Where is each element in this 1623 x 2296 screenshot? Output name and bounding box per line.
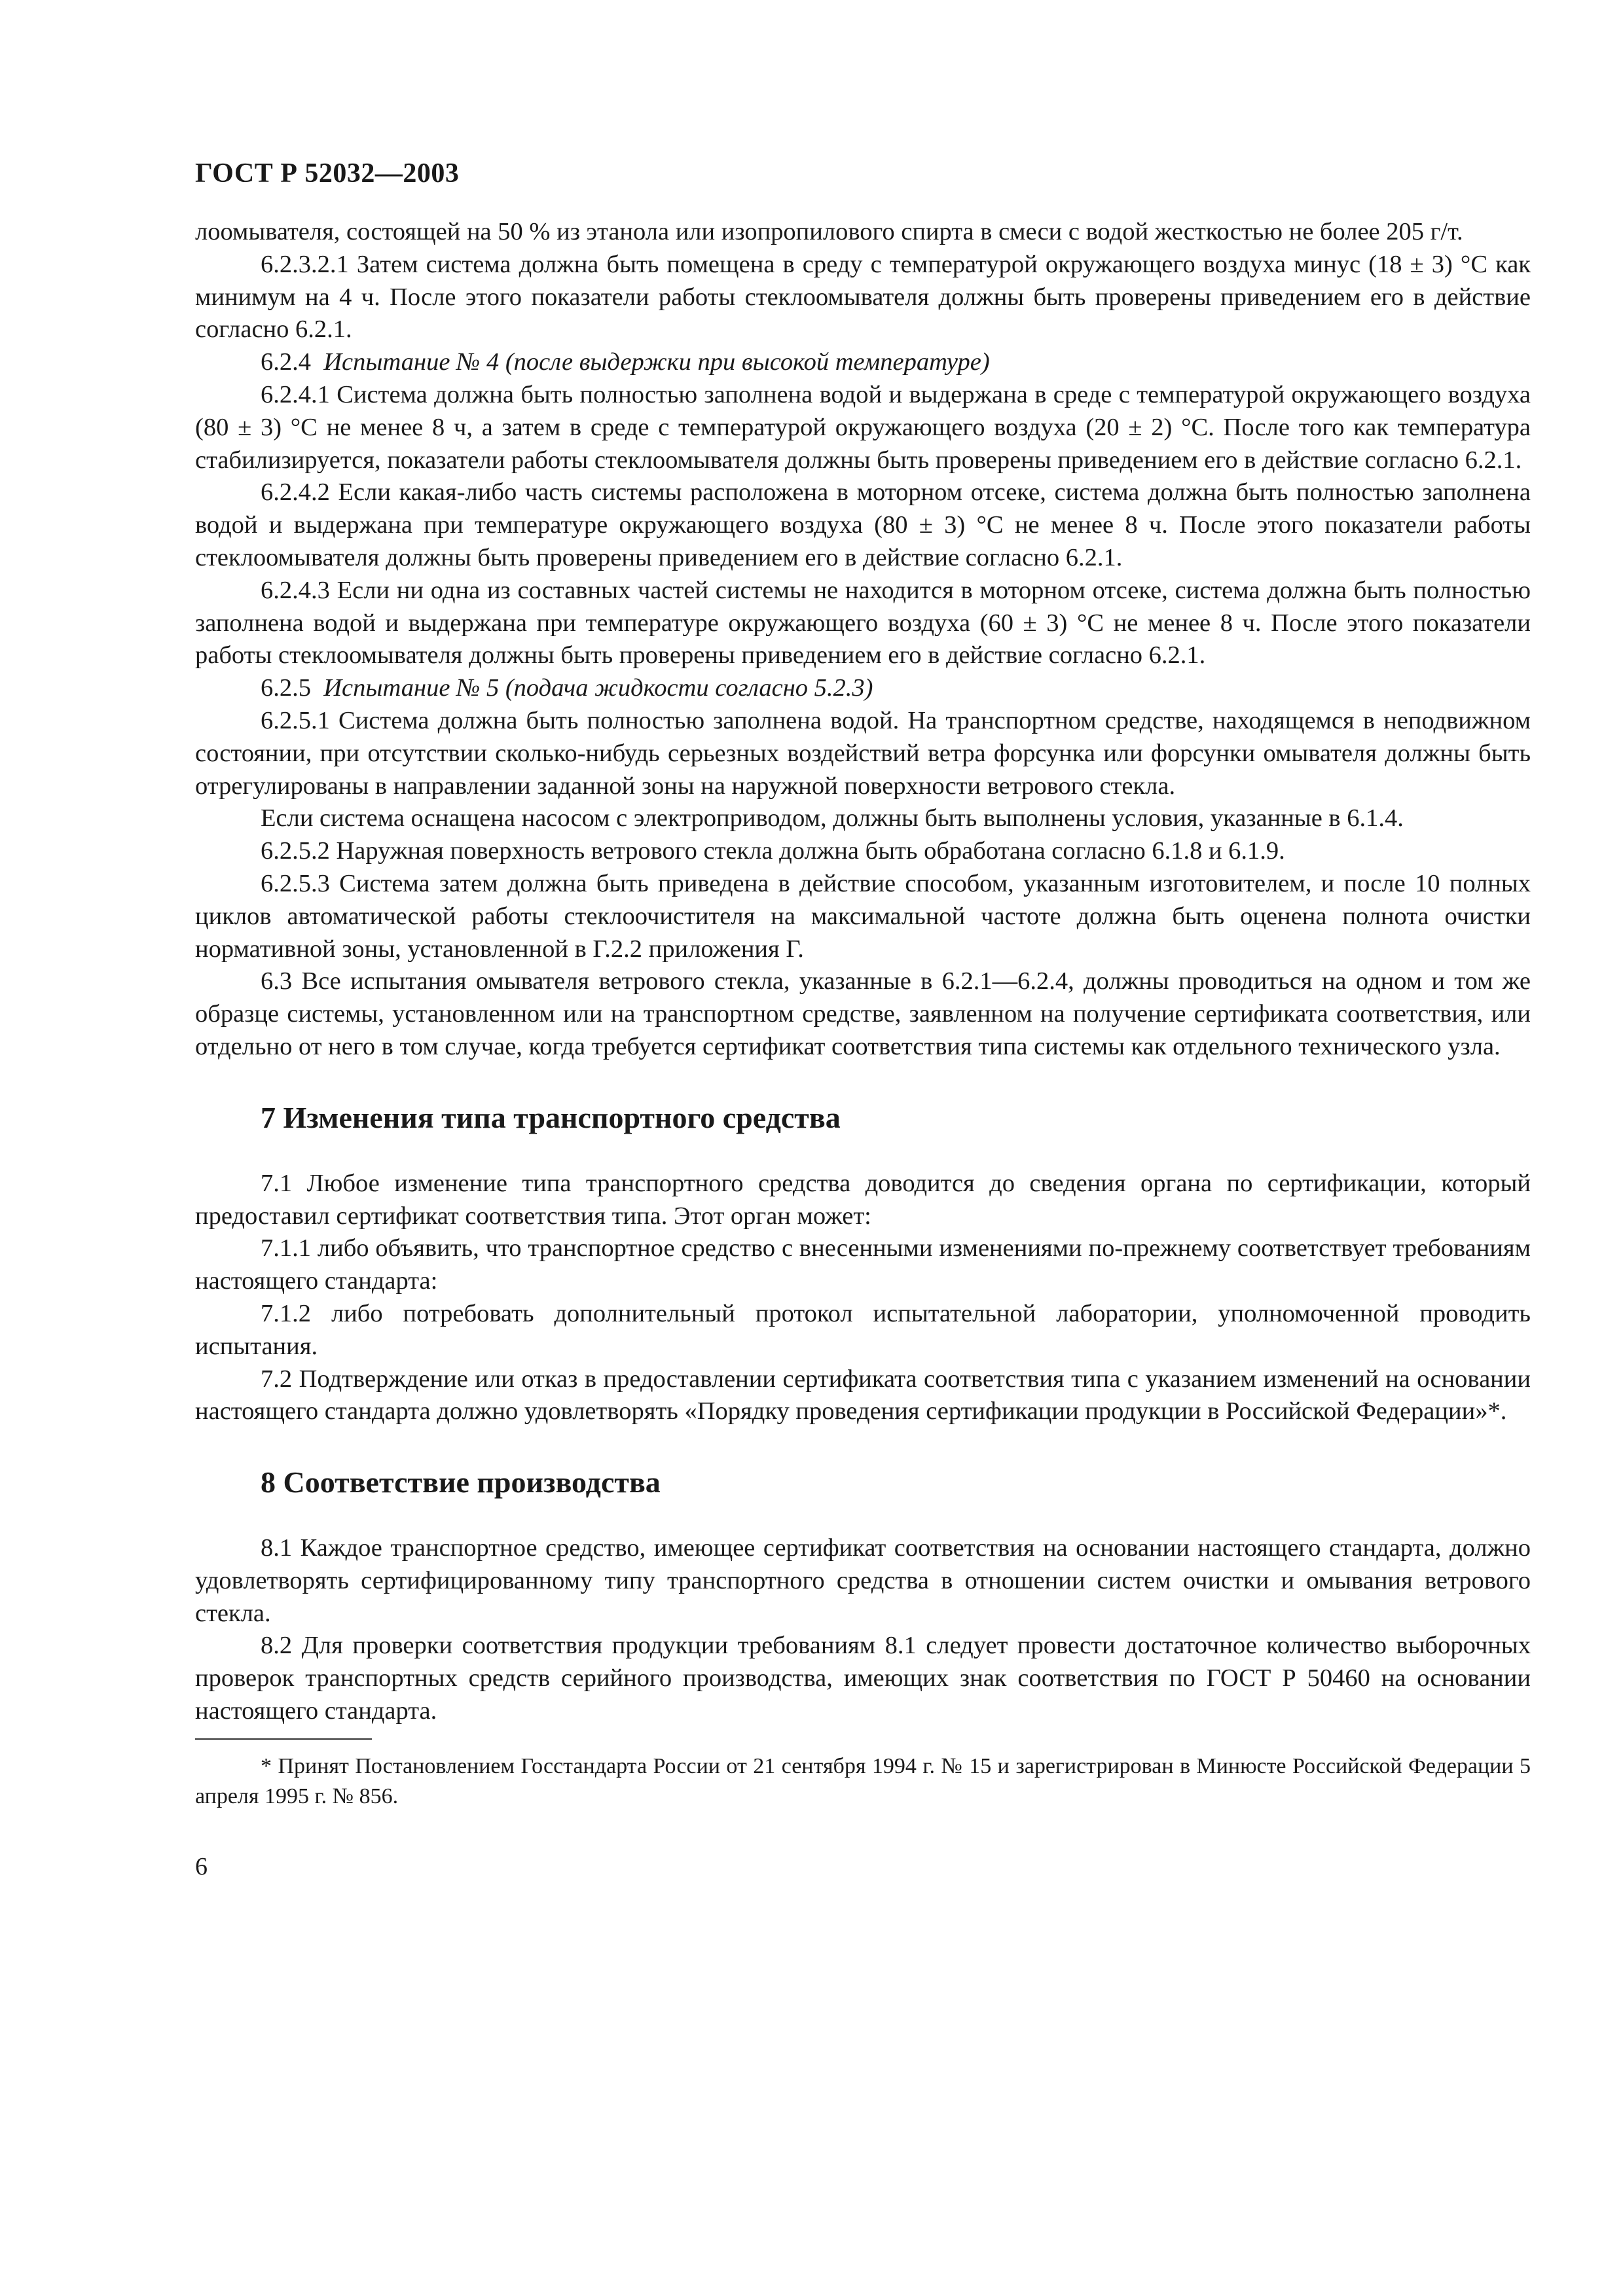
paragraph: 6.2.5.2 Наружная поверхность ветрового стекла должна быть обработана согласно 6.1.8 и 6.1.9.: [261, 837, 1285, 865]
paragraph: 6.2.4.3 Если ни одна из составных частей системы не находится в моторном отсеке, система должна быть полностью заполнена водой и выдержана при температуре окружающего воздуха (60 ± 3) °С не менее 8 ч. После этого показатели работы стеклоомывателя должны быть проверены приведением его в действие согласно 6.2.1.: [195, 576, 1531, 670]
footnote-rule: [195, 1738, 372, 1740]
paragraph: 8.2 Для проверки соответствия продукции требованиям 8.1 следует провести достаточное количество выборочных проверок транспортных средств серийного производства, имеющих знак соответствия по ГОСТ Р 50460 на основании настоящего стандарта.: [195, 1632, 1531, 1725]
clause-number: 6.2.5: [261, 674, 311, 702]
section-7-body: [195, 1168, 1531, 1428]
clause-number: 6.2.4: [261, 348, 311, 376]
paragraph: Если система оснащена насосом с электроприводом, должны быть выполнены условия, указанные в 6.1.4.: [261, 804, 1404, 833]
document-page: [195, 157, 1531, 1882]
paragraph: 7.2 Подтверждение или отказ в предоставлении сертификата соответствия типа с указанием изменений на основании настоящего стандарта должно удовлетворять «Порядку проведения сертификации продукции в Российской Федерации»*.: [195, 1365, 1531, 1426]
paragraph: 7.1.1 либо объявить, что транспортное средство с внесенными изменениями по-прежнему соответствует требованиям настоящего стандарта:: [195, 1234, 1531, 1295]
paragraph: 6.2.5.3 Система затем должна быть приведена в действие способом, указанным изготовителем, и после 10 полных циклов автоматической работы стеклоочистителя на максимальной частоте должна быть оценена полнота очистки нормативной зоны, установленной в Г.2.2 приложения Г.: [195, 869, 1531, 963]
page-number: 6: [195, 1852, 208, 1880]
paragraph: 6.2.3.2.1 Затем система должна быть помещена в среду с температурой окружающего воздуха минус (18 ± 3) °С как минимум на 4 ч. После этого показатели работы стеклоомывателя должны быть проверены приведением его в действие согласно 6.2.1.: [195, 250, 1531, 344]
paragraph: [195, 346, 1531, 379]
document-header: ГОСТ Р 52032—2003: [195, 158, 460, 188]
paragraph: 6.3 Все испытания омывателя ветрового стекла, указанные в 6.2.1—6.2.4, должны проводиться на одном и том же образце системы, установленном или на транспортном средстве, заявленном на получение сертификата соответствия, или отдельно от него в том случае, когда требуется сертификат соответствия типа системы как отдельного технического узла.: [195, 967, 1531, 1060]
section-7-title: 7 Изменения типа транспортного средства: [261, 1100, 841, 1134]
paragraph: [195, 672, 1531, 705]
paragraph: 6.2.4.1 Система должна быть полностью заполнена водой и выдержана в среде с температурой окружающего воздуха (80 ± 3) °С не менее 8 ч, а затем в среде с температурой окружающего воздуха (20 ± 2) °С. После того как температура стабилизируется, показатели работы стеклоомывателя должны быть проверены приведением его в действие согласно 6.2.1.: [195, 380, 1531, 474]
paragraph: 8.1 Каждое транспортное средство, имеющее сертификат соответствия на основании настоящего стандарта, должно удовлетворять сертифицированному типу транспортного средства в отношении систем очистки и омывания ветрового стекла.: [195, 1534, 1531, 1627]
paragraph: 7.1.2 либо потребовать дополнительный протокол испытательной лаборатории, уполномоченной проводить испытания.: [195, 1299, 1531, 1360]
paragraph: 6.2.4.2 Если какая-либо часть системы расположена в моторном отсеке, система должна быть полностью заполнена водой и выдержана при температуре окружающего воздуха (80 ± 3) °С не менее 8 ч. После этого показатели работы стеклоомывателя должны быть проверены приведением его в действие согласно 6.2.1.: [195, 478, 1531, 571]
section-8-title: 8 Соответствие производства: [261, 1465, 661, 1499]
clause-title: Испытание № 4 (после выдержки при высокой температуре): [323, 348, 990, 376]
clause-title: Испытание № 5 (подача жидкости согласно 5.2.3): [323, 674, 873, 702]
paragraph: 7.1 Любое изменение типа транспортного средства доводится до сведения органа по сертификации, который предоставил сертификат соответствия типа. Этот орган может:: [195, 1169, 1531, 1230]
section-8-body: [195, 1532, 1531, 1728]
clause-6-block: [195, 216, 1531, 1064]
paragraph: 6.2.5.1 Система должна быть полностью заполнена водой. На транспортном средстве, находящемся в неподвижном состоянии, при отсутствии сколько-нибудь серьезных воздействий ветра форсунка или форсунки омывателя должны быть отрегулированы в направлении заданной зоны на наружной поверхности ветрового стекла.: [195, 706, 1531, 800]
paragraph: лоомывателя, состоящей на 50 % из этанола или изопропилового спирта в смеси с водой жесткостью не более 205 г/т.: [195, 218, 1463, 245]
footnote: * Принят Постановлением Госстандарта России от 21 сентября 1994 г. № 15 и зарегистрирован в Минюсте Российской Федерации 5 апреля 1995 г. № 856.: [195, 1753, 1531, 1808]
